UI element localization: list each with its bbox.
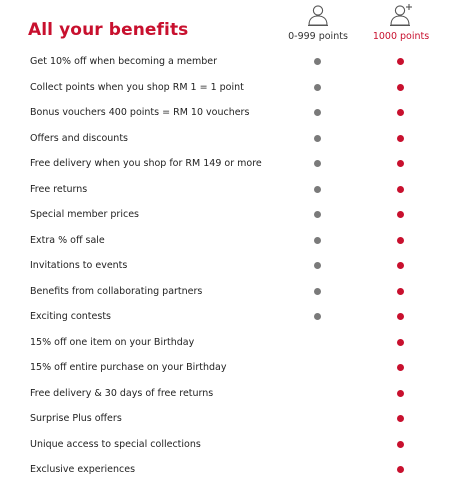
benefit-row [0,355,471,381]
member-included-dot-icon [314,109,321,116]
member-included-dot-icon [314,84,321,91]
page-title: All your benefits [28,20,189,40]
plus-included-dot-icon [397,58,404,65]
benefit-row [0,126,471,152]
benefit-row [0,279,471,305]
benefit-label: Extra % off sale [30,234,105,246]
benefit-label: Benefits from collaborating partners [30,285,203,297]
benefit-row [0,177,471,203]
benefit-row [0,253,471,279]
member-user-icon [305,2,331,28]
benefit-label: Get 10% off when becoming a member [30,56,217,67]
benefit-row [0,457,471,483]
plus-included-dot-icon [397,84,404,91]
benefit-label: Offers and discounts [30,132,129,144]
benefit-label: Free delivery when you shop for RM 149 or more [30,158,262,169]
benefit-label: Exciting contests [30,311,112,322]
benefit-label: Exclusive experiences [30,464,136,475]
benefit-label: Invitations to events [30,260,128,271]
benefit-label: Surprise Plus offers [30,413,122,424]
plus-member-user-icon [388,2,414,28]
benefit-label: Unique access to special collections [30,438,201,450]
plus-included-dot-icon [397,135,404,142]
column-label-plus: 1000 points [372,31,430,42]
plus-included-dot-icon [397,160,404,167]
plus-included-dot-icon [397,390,404,397]
benefit-label: Free delivery & 30 days of free returns [30,387,214,399]
member-included-dot-icon [314,211,321,218]
benefit-label: Free returns [30,183,88,195]
benefit-row [0,304,471,330]
plus-included-dot-icon [397,109,404,116]
plus-included-dot-icon [397,441,404,448]
benefits-list [0,49,471,483]
benefit-label: 15% off one item on your Birthday [30,336,195,348]
plus-included-dot-icon [397,339,404,346]
member-included-dot-icon [314,262,321,269]
member-included-dot-icon [314,237,321,244]
plus-included-dot-icon [397,313,404,320]
member-included-dot-icon [314,186,321,193]
benefit-row [0,406,471,432]
benefit-row [0,75,471,101]
member-included-dot-icon [314,160,321,167]
plus-included-dot-icon [397,186,404,193]
member-included-dot-icon [314,313,321,320]
member-included-dot-icon [314,288,321,295]
benefit-row [0,151,471,177]
benefit-label: Special member prices [30,209,139,220]
plus-included-dot-icon [397,466,404,473]
benefit-label: Bonus vouchers 400 points = RM 10 vouchers [30,107,250,118]
benefit-row [0,49,471,75]
benefit-row [0,228,471,254]
plus-included-dot-icon [397,237,404,244]
column-header-plus [346,2,456,42]
benefit-row [0,202,471,228]
plus-included-dot-icon [397,262,404,269]
member-included-dot-icon [314,135,321,142]
benefit-row [0,432,471,458]
benefit-label: 15% off entire purchase on your Birthday [30,362,227,373]
member-included-dot-icon [314,58,321,65]
benefit-row [0,381,471,407]
plus-included-dot-icon [397,364,404,371]
plus-included-dot-icon [397,415,404,422]
plus-included-dot-icon [397,211,404,218]
plus-included-dot-icon [397,288,404,295]
benefit-row [0,330,471,356]
column-label-member: 0-999 points [288,31,348,42]
benefit-label: Collect points when you shop RM 1 = 1 point [30,81,244,93]
benefit-row [0,100,471,126]
